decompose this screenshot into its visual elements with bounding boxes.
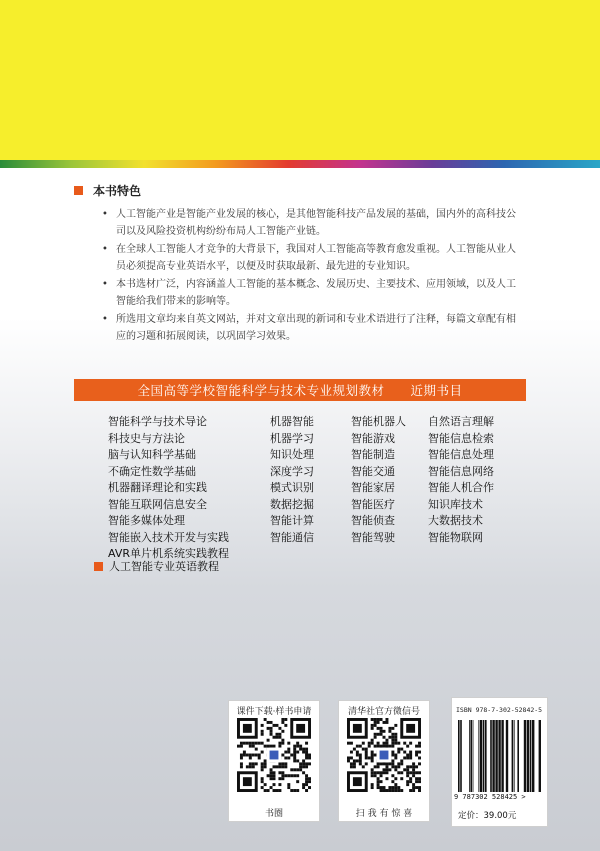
isbn-number: ISBN 978-7-302-52842-5 [456,706,543,714]
book-title: 智能制造 [351,448,395,461]
book-title: 知识处理 [270,448,314,461]
book-title: 智能嵌入技术开发与实践 [108,530,229,544]
bullet-square-icon [74,186,83,195]
feature-item: • 人工智能产业是智能产业发展的核心，是其他智能科技产品发展的基础，国内外的高科技公司以及风险投资机构纷纷布局人工智能产业链。 [102,206,524,240]
book-title: 智能互联网信息安全 [108,497,207,511]
book-title: 智能机器人 [351,415,406,428]
barcode-digits: 9 787302 528425 > [454,793,526,801]
book-column-2 [270,414,314,546]
book-title: 智能信息网络 [428,464,494,478]
book-column-1 [108,414,229,563]
bullet-square-icon [94,562,103,571]
price-label: 定价：39.00元 [458,811,517,821]
series-title: 全国高等学校智能科学与技术专业规划教材 [137,383,385,398]
cover-top-band [0,0,600,160]
feature-item: • 本书选材广泛，内容涵盖人工智能的基本概念、发展历史、主要技术、应用领域，以及人工智能给我们带来的影响等。 [102,276,524,310]
book-title: 脑与认知科学基础 [108,448,196,461]
book-title: 智能游戏 [351,431,395,445]
book-title: 机器翻译理论和实践 [108,481,207,494]
qr-caption-bottom: 扫 我 有 惊 喜 [355,809,413,819]
book-title: 智能家居 [351,481,395,494]
features-title: 本书特色 [93,184,142,198]
book-title: 科技史与方法论 [108,431,185,445]
book-title: 智能侦查 [351,514,395,527]
book-title: 智能信息检索 [428,431,494,445]
book-title: 智能医疗 [351,497,395,511]
book-title: 智能通信 [270,530,314,544]
barcode-icon [458,720,541,792]
qr-caption-top: 课件下载·样书申请 [236,707,312,717]
rainbow-stripe [0,160,600,168]
book-title: 机器智能 [270,415,314,428]
qr-code-icon[interactable] [347,718,421,792]
current-book [94,558,219,574]
book-title: 知识库技术 [428,497,483,511]
book-title: 数据挖掘 [270,497,314,511]
current-book-title: 人工智能专业英语教程 [109,560,219,573]
book-title: 智能计算 [270,514,314,527]
book-title: AVR单片机系统实践教程 [108,547,229,560]
book-title: 大数据技术 [428,514,483,527]
feature-item: • 在全球人工智能人才竞争的大背景下，我国对人工智能高等教育愈发重视。人工智能从业人员必须提高专业英语水平，以便及时获取最新、最先进的专业知识。 [102,241,524,275]
qr-caption-top: 清华社官方微信号 [347,707,420,717]
book-title: 自然语言理解 [428,415,494,428]
book-title: 智能科学与技术导论 [108,415,207,428]
book-column-3 [351,414,406,546]
book-title: 模式识别 [270,481,314,494]
book-title: 智能物联网 [428,530,483,544]
features-heading [74,182,141,199]
isbn-block [451,697,548,827]
book-title: 智能人机合作 [428,481,494,494]
qr-code-icon[interactable] [237,718,311,792]
qr-caption-bottom: 书圈 [264,809,283,819]
book-title: 深度学习 [270,464,314,478]
series-subtitle: 近期书目 [410,383,463,398]
book-title: 不确定性数学基础 [108,464,196,478]
book-title: 智能多媒体处理 [108,514,185,527]
qr-card-wechat [338,700,430,822]
book-title: 智能信息处理 [428,448,494,461]
feature-item: • 所选用文章均来自英文网站，并对文章出现的新词和专业术语进行了注释，每篇文章配有相应的习题和拓展阅读，以巩固学习效果。 [102,311,524,345]
book-title: 智能驾驶 [351,530,395,544]
series-banner [74,379,526,401]
book-title: 智能交通 [351,464,395,478]
qr-card-downloads [228,700,320,822]
features-list [102,206,524,346]
book-title: 机器学习 [270,431,314,445]
book-column-4 [428,414,494,546]
